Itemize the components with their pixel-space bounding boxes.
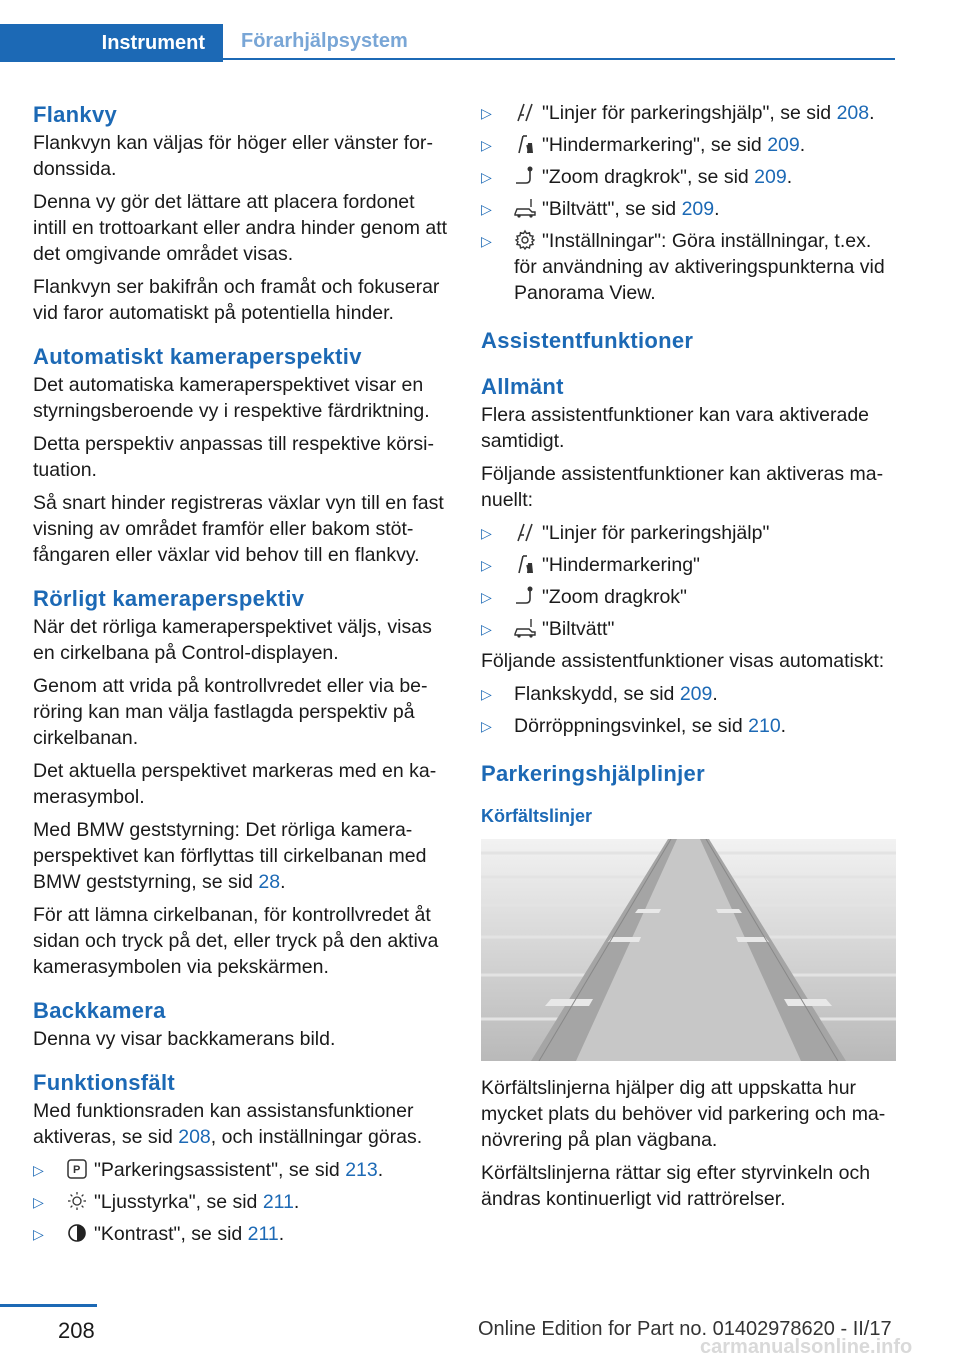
paragraph: Det automatiska kameraperspektivet visar en styrningsberoende vy i respektive färdriktning. <box>33 374 430 422</box>
paragraph: Denna vy gör det lättare att placera fordonet intill en trottoarkant eller andra hinder genom att det omgivande området visas. <box>33 191 448 265</box>
list-item-text: "Biltvätt", se sid <box>542 198 682 220</box>
bullet-triangle-icon: ▷ <box>481 201 492 217</box>
parking-assistant-icon <box>66 1158 88 1180</box>
list-item <box>33 1157 448 1183</box>
paragraph: För att lämna cirkelbanan, för kontrollvredet åt sidan och tryck på det, eller tryck på den aktiva kamerasymbolen via pekskärmen. <box>33 904 439 978</box>
paragraph: Flankvyn ser bakifrån och framåt och fokuserar vid faror automatiskt på potentiella hinder. <box>33 276 440 324</box>
list-item-text: "Hindermarkering" <box>542 554 700 576</box>
function-bar-list <box>33 1157 448 1247</box>
paragraph: Flankvyn kan väljas för höger eller vänster fordonssida. <box>33 132 433 180</box>
paragraph-text: Med BMW geststyrning: Det rörliga kameraperspektivet kan förflyttas till cirkelbanan med BMW geststyrning, se sid <box>33 819 427 893</box>
list-item-text: Dörröppningsvinkel, se sid <box>514 715 749 737</box>
list-item-text: "Kontrast", se sid <box>94 1223 248 1245</box>
paragraph <box>33 1098 448 1150</box>
bullet-triangle-icon: ▷ <box>481 105 492 121</box>
bullet-triangle-icon: ▷ <box>33 1162 44 1178</box>
auto-assist-list <box>481 681 896 739</box>
page-ref-link[interactable]: 209 <box>754 166 787 188</box>
parking-lines-icon <box>514 101 536 123</box>
car-wash-icon <box>514 197 536 219</box>
page-ref-link[interactable]: 208 <box>836 102 870 124</box>
lane-lines-illustration <box>481 839 896 1061</box>
paragraph: Detta perspektiv anpassas till respektive körsituation. <box>33 433 435 481</box>
footer-rule <box>0 1304 97 1307</box>
page-ref-link[interactable]: 28 <box>258 871 281 893</box>
list-item <box>481 681 896 707</box>
page-ref-link[interactable]: 211 <box>262 1191 294 1213</box>
page-ref-link[interactable]: 210 <box>748 715 781 737</box>
obstacle-marking-icon <box>514 553 536 575</box>
list-item-text: "Linjer för parkeringshjälp" <box>542 522 770 544</box>
page-ref-link[interactable]: 213 <box>345 1159 378 1181</box>
bullet-triangle-icon: ▷ <box>481 718 492 734</box>
heading-funktionsfalt: Funktionsfält <box>33 1070 176 1095</box>
parking-lines-icon <box>514 521 536 543</box>
list-item-text: "Zoom dragkrok" <box>542 586 687 608</box>
page-ref-link[interactable]: 209 <box>679 683 713 705</box>
paragraph: Denna vy visar backkamerans bild. <box>33 1028 336 1050</box>
tab-forarhjalpsystem[interactable]: Förarhjälpsystem <box>223 24 895 60</box>
list-item <box>481 520 896 546</box>
list-item <box>33 1189 448 1215</box>
paragraph: Genom att vrida på kontrollvredet eller via beröring kan man välja fastlagda perspektiv på cirkelbanan. <box>33 675 428 749</box>
page-number: 208 <box>58 1318 95 1343</box>
list-item <box>481 100 896 126</box>
list-item <box>481 713 896 739</box>
tow-hitch-icon <box>514 585 536 607</box>
heading-parkeringshjalplinjer: Parkeringshjälplinjer <box>481 761 705 786</box>
heading-korfaltslinjer: Körfältslinjer <box>481 806 593 826</box>
manual-assist-list <box>481 520 896 642</box>
list-item-text: "Ljusstyrka", se sid <box>94 1191 263 1213</box>
watermark: carmanualsonline.info <box>700 1336 913 1358</box>
list-item <box>481 616 896 642</box>
paragraph-text: . <box>280 871 286 893</box>
page-ref-link[interactable]: 209 <box>681 198 715 220</box>
bullet-triangle-icon: ▷ <box>481 137 492 153</box>
list-item-text: . <box>786 166 793 188</box>
page-ref-link[interactable]: 211 <box>247 1223 279 1245</box>
edition-text: Online Edition for Part no. 01402978620 - II/17 <box>478 1318 892 1340</box>
bullet-triangle-icon: ▷ <box>481 686 492 702</box>
heading-allmant: Allmänt <box>481 374 564 399</box>
obstacle-marking-icon <box>514 133 536 155</box>
paragraph <box>33 817 448 895</box>
tow-hitch-icon <box>514 165 536 187</box>
page-ref-link[interactable]: 209 <box>767 134 800 156</box>
list-item-text: "Inställningar": Göra inställningar, t.ex. för användning av aktiveringspunkterna vid Panorama View. <box>514 230 885 304</box>
list-item <box>481 164 896 190</box>
paragraph: Flera assistentfunktioner kan vara aktiverade samtidigt. <box>481 404 870 452</box>
paragraph-text: , och inställningar göras. <box>210 1126 423 1148</box>
paragraph: Körfältslinjerna rättar sig efter styrvinkeln och ändras kontinuerligt vid rattrörelser. <box>481 1162 871 1210</box>
list-item-text: . <box>293 1191 300 1213</box>
heading-assistentfunktioner: Assistentfunktioner <box>481 328 694 353</box>
list-item <box>481 584 896 610</box>
heading-flankvy: Flankvy <box>33 102 118 127</box>
list-item-text: "Biltvätt" <box>542 618 615 640</box>
list-item-text: . <box>799 134 806 156</box>
svg-text:P: P <box>73 1164 81 1176</box>
contrast-icon <box>66 1222 88 1244</box>
heading-automatiskt-kameraperspektiv: Automatiskt kameraperspektiv <box>33 344 362 369</box>
bullet-triangle-icon: ▷ <box>33 1226 44 1242</box>
paragraph: När det rörliga kameraperspektivet väljs, visas en cirkelbana på Control-displayen. <box>33 616 432 664</box>
paragraph-text: Med funktionsraden kan assistansfunktioner aktiveras, se sid <box>33 1100 414 1148</box>
tab-instrument[interactable]: Instrument <box>0 24 223 62</box>
list-item-text: . <box>278 1223 285 1245</box>
list-item <box>33 1221 448 1247</box>
bullet-triangle-icon: ▷ <box>481 169 492 185</box>
list-item-text: Flankskydd, se sid <box>514 683 680 705</box>
settings-gear-icon <box>514 229 536 251</box>
bullet-triangle-icon: ▷ <box>481 589 492 605</box>
list-item-text: "Hindermarkering", se sid <box>542 134 768 156</box>
list-item-text: "Linjer för parkeringshjälp", se sid <box>542 102 837 124</box>
bullet-triangle-icon: ▷ <box>481 557 492 573</box>
list-item-text: "Parkeringsassistent", se sid <box>94 1159 346 1181</box>
bullet-triangle-icon: ▷ <box>481 621 492 637</box>
bullet-triangle-icon: ▷ <box>33 1194 44 1210</box>
list-item <box>481 132 896 158</box>
function-bar-list-continued <box>481 100 896 306</box>
list-item-text: . <box>780 715 787 737</box>
car-wash-icon <box>514 617 536 639</box>
list-item-text: . <box>869 102 875 124</box>
heading-rorligt-kameraperspektiv: Rörligt kameraperspektiv <box>33 586 305 611</box>
list-item-text: "Zoom dragkrok", se sid <box>542 166 755 188</box>
list-item <box>481 228 896 306</box>
header-tabs <box>0 24 895 62</box>
paragraph: Följande assistentfunktioner visas automatiskt: <box>481 650 885 672</box>
list-item-text: . <box>714 198 720 220</box>
bullet-triangle-icon: ▷ <box>481 233 492 249</box>
heading-backkamera: Backkamera <box>33 998 166 1023</box>
right-column <box>481 100 896 1219</box>
page-ref-link[interactable]: 208 <box>178 1126 211 1148</box>
bullet-triangle-icon: ▷ <box>481 525 492 541</box>
list-item-text: . <box>712 683 718 705</box>
paragraph: Körfältslinjerna hjälper dig att uppskatta hur mycket plats du behöver vid parkering och manövrering på plan vägbana. <box>481 1077 886 1151</box>
paragraph: Det aktuella perspektivet markeras med en kamerasymbol. <box>33 760 437 808</box>
list-item-text: . <box>377 1159 384 1181</box>
paragraph: Följande assistentfunktioner kan aktiveras manuellt: <box>481 463 884 511</box>
list-item <box>481 196 896 222</box>
list-item <box>481 552 896 578</box>
left-column <box>33 100 448 1253</box>
paragraph: Så snart hinder registreras växlar vyn till en fast visning av området framför eller bakom stötfångaren eller växlar vid behov till en flankvy. <box>33 492 444 566</box>
brightness-icon <box>66 1190 88 1212</box>
